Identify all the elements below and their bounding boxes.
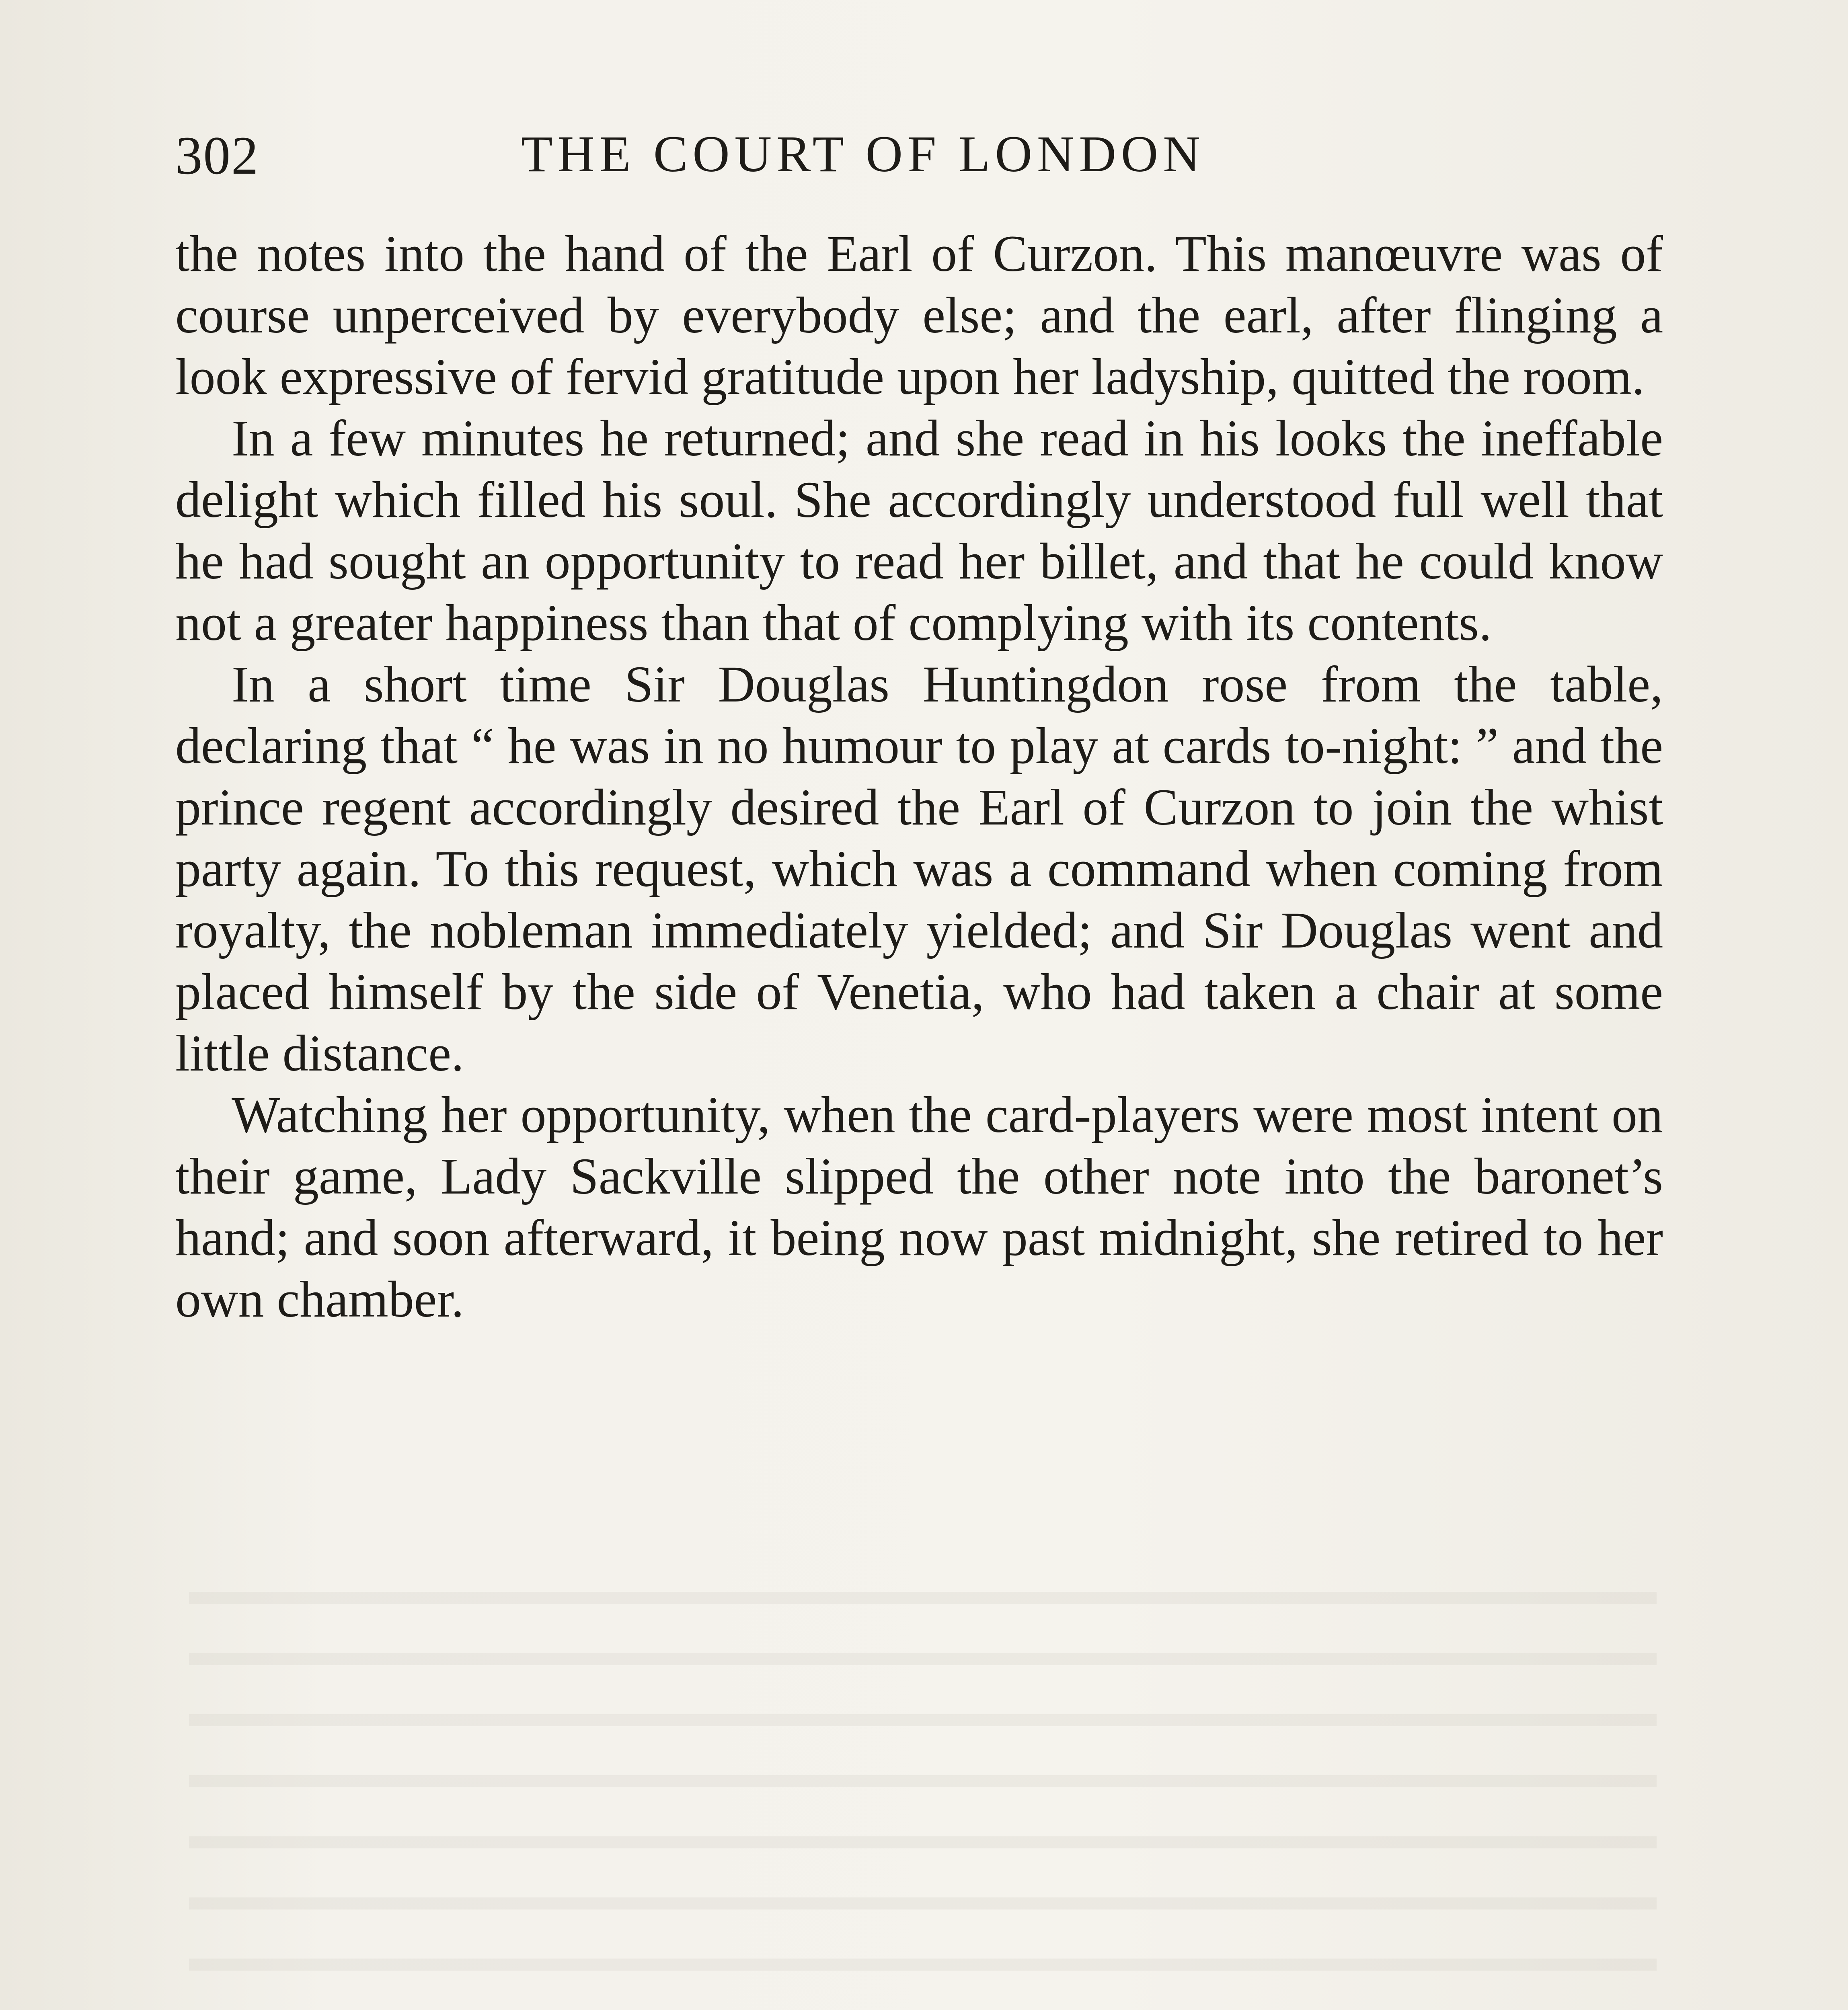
paragraph-4: Watching her opportunity, when the card-players were most intent on their game, Lady Sackville slipped the other note into the baronet’s hand; and soon afterward, it being now past midnight, she retired to her own chamber. [175,1086,1663,1328]
page-number: 302 [175,126,259,186]
page-header [175,117,1703,197]
running-title: THE COURT OF LONDON [521,125,1205,183]
reverse-side-bleed-through [189,1568,1657,2010]
paragraph-1: the notes into the hand of the Earl of Curzon. This manœuvre was of course unperceived by everybody else; and the earl, after flinging a look expressive of fervid gratitude upon her ladyship, quitted the room. [175,225,1663,405]
paragraph-3: In a short time Sir Douglas Huntingdon rose from the table, declaring that “ he was in no humour to play at cards to-night: ” and the prince regent accordingly desired the Earl of Curzon to join the whist party again. To this request, which was a command when coming from royalty, the nobleman immediately yielded; and Sir Douglas went and placed himself by the side of Venetia, who had taken a chair at some little distance. [175,656,1663,1082]
paragraph-2: In a few minutes he returned; and she read in his looks the ineffable delight which filled his soul. She accordingly understood full well that he had sought an opportunity to read her billet, and that he could know not a greater happiness than that of complying with its contents. [175,410,1663,651]
body-text [175,223,1663,1330]
